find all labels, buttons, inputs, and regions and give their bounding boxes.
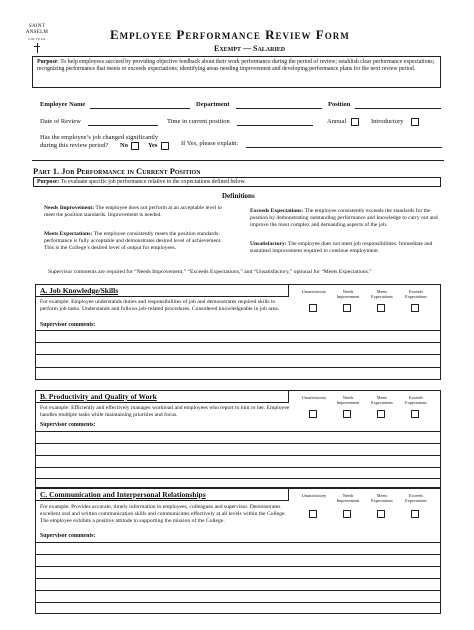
section-c-description: For example: Provides accurate, timely information to employees, colleagues and supervisor. Demonstrates excellent oral and written communication skills and communicates effectively at all levels within the College. The employee exhibits a positive attitude in supporting the mission of the College. (40, 504, 286, 524)
explain-field[interactable] (246, 147, 442, 148)
no-label: No (120, 142, 128, 149)
department-label: Department (196, 101, 230, 108)
introductory-label: Introductory (371, 118, 404, 125)
rating-label-meets: Meets Expectations (371, 395, 393, 405)
time-in-position-field[interactable] (237, 125, 313, 126)
section-a-description: For example: Employee understands duties and responsibilities of job and demonstrates required skills to perform job tasks. Understands and follows job-related procedures. Considered knowledgeable in job area. (40, 299, 280, 312)
section-b-comment-line[interactable] (36, 455, 440, 456)
department-field[interactable] (236, 108, 322, 109)
form-title: Employee Performance Review Form (110, 27, 350, 42)
def-unsatisfactory-label: Unsatisfactory: (250, 241, 287, 247)
section-c-comment-line[interactable] (36, 554, 440, 555)
section-b-description: For example: Efficiently and effectively manages workload and employees who report to him or her. Employee handles multiple tasks while maintaining priorities and focus. (40, 405, 290, 418)
job-changed-question-line1: Has the employee’s job changed significantly (40, 134, 159, 141)
section-b-exceeds-checkbox[interactable] (411, 410, 419, 418)
college-logo (22, 24, 52, 53)
part1-purpose-label: Purpose: (37, 179, 60, 185)
section-c-meets-checkbox[interactable] (377, 510, 385, 518)
section-b-unsatisfactory-checkbox[interactable] (309, 410, 317, 418)
form-subtitle: Exempt — Salaried (214, 44, 286, 53)
section-a-needs-improvement-checkbox[interactable] (343, 304, 351, 312)
definitions-title: Definitions (222, 192, 255, 200)
no-checkbox[interactable] (131, 142, 139, 150)
yes-label: Yes (148, 142, 158, 149)
cross-icon (34, 43, 40, 53)
annual-label: Annual (327, 118, 347, 125)
purpose-label: Purpose (37, 59, 58, 65)
def-needs-improvement-text: The employee does not perform at an acceptable level to meet the position standards. Improvement is needed. (44, 205, 222, 218)
section-b-comment-line[interactable] (36, 467, 440, 468)
rating-label-meets: Meets Expectations (371, 289, 393, 299)
part1-purpose-box (33, 177, 441, 187)
rating-label-needs-improvement: Needs Improvement (336, 289, 360, 299)
def-unsatisfactory (250, 241, 438, 255)
section-a-meets-checkbox[interactable] (377, 304, 385, 312)
def-needs-improvement-label: Needs Improvement: (44, 205, 95, 211)
section-c-exceeds-checkbox[interactable] (411, 510, 419, 518)
rating-label-exceeds: Exceeds Expectations (405, 493, 427, 503)
time-in-position-label: Time in current position (167, 118, 230, 125)
logo-line-1: SAINT (28, 24, 46, 29)
purpose-box (32, 56, 441, 88)
section-a-comment-line[interactable] (36, 354, 440, 355)
def-exceeds-text: The employee consistently exceeds the standards for the position by demonstrating outstanding performance and knowledge to carry out and improve the most complex and demanding aspects of the job. (250, 208, 438, 228)
section-c-comment-line[interactable] (36, 566, 440, 567)
rating-label-exceeds: Exceeds Expectations (405, 395, 427, 405)
def-exceeds-label: Exceeds Expectations: (250, 208, 304, 214)
date-of-review-field[interactable] (88, 125, 158, 126)
logo-line-3: COLLEGE (28, 37, 46, 41)
section-c-unsatisfactory-checkbox[interactable] (309, 510, 317, 518)
position-field[interactable] (355, 108, 441, 109)
date-of-review-label: Date of Review (40, 118, 81, 125)
section-c-comment-line[interactable] (36, 542, 440, 543)
section-a-comment-line[interactable] (36, 342, 440, 343)
section-c-needs-improvement-checkbox[interactable] (343, 510, 351, 518)
rating-label-unsatisfactory: Unsatisfactory (301, 493, 327, 498)
section-c-comment-line[interactable] (36, 602, 440, 603)
section-c-title: C. Communication and Interpersonal Relationships (36, 489, 289, 501)
def-needs-improvement (44, 205, 224, 219)
rating-label-exceeds: Exceeds Expectations (405, 289, 427, 299)
section-b (35, 390, 441, 488)
purpose-text: : To help employees succeed by providing objective feedback about their work performance during the period of review; establish clear performance expectations; recognizing performance that meets or exceeds expectations; identifying areas needing improvement and developing performance plans for the next review period. (37, 59, 435, 72)
def-meets-expectations (44, 231, 224, 251)
rating-label-needs-improvement: Needs Improvement (336, 395, 360, 405)
rating-label-meets: Meets Expectations (371, 493, 393, 503)
section-a-comment-line[interactable] (36, 367, 440, 368)
rating-label-unsatisfactory: Unsatisfactory (301, 289, 327, 294)
section-a (35, 284, 441, 380)
def-meets-label: Meets Expectations: (44, 231, 93, 237)
section-a-comments-label: Supervisor comments: (40, 322, 96, 328)
part1-purpose-text: To evaluate specific job performance relative to the expectations defined below. (59, 179, 246, 185)
section-b-comment-line[interactable] (36, 431, 440, 432)
position-label: Position (328, 101, 351, 108)
def-meets-text: The employee consistently meets the position standards; performance is fully acceptable and demonstrates desired level of achievement. This is the College’s desired level of output for employees. (44, 231, 222, 251)
section-c-comment-line[interactable] (36, 590, 440, 591)
section-c-comment-line[interactable] (36, 578, 440, 579)
rating-label-needs-improvement: Needs Improvement (336, 493, 360, 503)
def-unsatisfactory-text: The employee does not meet job responsibilities. Immediate and sustained improvement required to continue employment. (250, 241, 433, 254)
annual-checkbox[interactable] (351, 118, 359, 126)
divider (32, 160, 444, 161)
job-changed-question-line2: during this review period? (40, 142, 109, 149)
section-b-comment-line[interactable] (36, 478, 440, 479)
def-exceeds-expectations (250, 208, 438, 228)
employee-name-field[interactable] (90, 108, 190, 109)
section-c-comments-label: Supervisor comments: (40, 533, 96, 539)
explain-label: If Yes, please explain: (181, 140, 239, 147)
introductory-checkbox[interactable] (411, 118, 419, 126)
part1-title: Part 1. Job Performance in Current Position (33, 166, 201, 176)
logo-line-2: ANSELM (25, 30, 49, 35)
section-a-unsatisfactory-checkbox[interactable] (309, 304, 317, 312)
supervisor-note: Supervisor comments are required for “Needs Improvement,” “Exceeds Expectations,” and “Unsatisfactory,” optional for “Meets Expectations.” (48, 269, 372, 275)
section-b-needs-improvement-checkbox[interactable] (343, 410, 351, 418)
section-b-comments-label: Supervisor comments: (40, 422, 96, 428)
rating-label-unsatisfactory: Unsatisfactory (301, 395, 327, 400)
section-b-meets-checkbox[interactable] (377, 410, 385, 418)
section-a-comment-line[interactable] (36, 330, 440, 331)
section-a-exceeds-checkbox[interactable] (411, 304, 419, 312)
section-c (35, 488, 441, 614)
employee-name-label: Employee Name (40, 101, 86, 108)
yes-checkbox[interactable] (161, 142, 169, 150)
section-a-title: A. Job Knowledge/Skills (36, 285, 289, 297)
section-b-title: B. Productivity and Quality of Work (36, 391, 289, 403)
section-b-comment-line[interactable] (36, 443, 440, 444)
